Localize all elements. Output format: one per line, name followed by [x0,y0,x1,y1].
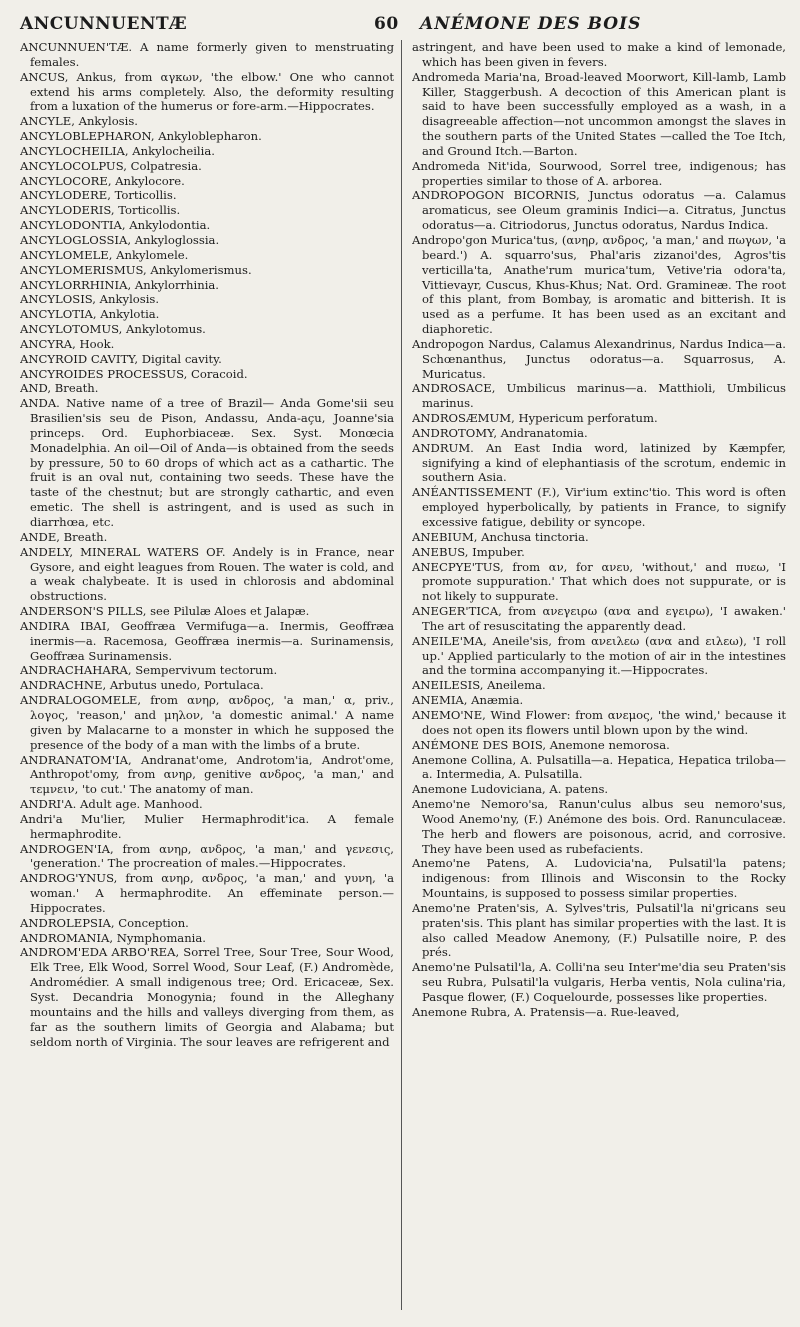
dictionary-entry: ANCUS, Ankus, from αγκων, 'the elbow.' One who cannot extend his arms completely. Also, the deformity resulting from a luxation of the humerus or fore-arm.—Hippocrates. [20,69,394,114]
dictionary-entry: ANDROLEPSIA, Conception. [20,915,189,930]
dictionary-entry: ANCYLOCOLPUS, Colpatresia. [20,158,202,173]
dictionary-entry: ANCYLOSIS, Ankylosis. [20,292,160,307]
right-column [412,40,786,1320]
dictionary-entry: Anemone Collina, A. Pulsatilla—a. Hepatica, Hepatica triloba—a. Intermedia, A. Pulsatilla. [412,752,786,782]
dictionary-entry: ANDERSON'S PILLS, see Pilulæ Aloes et Jalapæ. [20,604,310,619]
dictionary-entry: ANDROMANIA, Nymphomania. [20,930,206,945]
dictionary-entry: ANDRACHNE, Arbutus unedo, Portulaca. [20,678,264,693]
dictionary-entry: ANDROPOGON BICORNIS, Junctus odoratus —a. Calamus aromaticus, see Oleum graminis Indici—a. Citratus, Junctus odoratus—a. Citriodorus, Junctus odoratus, Nardus Indica. [412,188,786,233]
dictionary-entry: ANCYLOCHEILIA, Ankylocheilia. [20,143,215,158]
text-columns [20,40,786,1320]
dictionary-entry: ANCYLORRHINIA, Ankylorrhinia. [20,277,219,292]
dictionary-entry: ANDRUM. An East India word, latinized by Kæmpfer, signifying a kind of elephantiasis of the scrotum, endemic in southern Asia. [412,440,786,485]
dictionary-entry: ANDRANATOM'IA, Andranat'ome, Androtom'ia, Androt'ome, Anthropot'omy, from ανηρ, genitive ανδρος, 'a man,' and τεμνειν, 'to cut.' The anatomy of man. [20,752,394,797]
dictionary-entry: ANDROSÆMUM, Hypericum perforatum. [412,411,658,426]
dictionary-entry: ANCYLOGLOSSIA, Ankyloglossia. [20,232,220,247]
dictionary-entry: ANÉANTISSEMENT (F.), Vir'ium extinc'tio. This word is often employed hyperbolically, by patients in France, to signify excessive fatigue, debility or syncope. [412,485,786,529]
dictionary-entry: ANCYLOMERISMUS, Ankylomerismus. [20,262,252,277]
dictionary-entry: ANCYLOTOMUS, Ankylotomus. [20,322,206,337]
dictionary-entry: ANDROSACE, Umbilicus marinus—a. Matthioli, Umbilicus marinus. [412,381,786,411]
dictionary-entry: ANEILE'MA, Aneile'sis, from ανειλεω (ανα and ειλεω), 'I roll up.' Applied particularly to the motion of air in the intestines and the tormina accompanying it.—Hippocrates. [412,633,786,678]
dictionary-entry: ANCYLODERIS, Torticollis. [20,203,181,218]
dictionary-entry: ANEMIA, Anæmia. [412,693,524,708]
dictionary-entry: ANDA. Native name of a tree of Brazil— Anda Gome'sii seu Brasilien'sis seu de Pison, Andassu, Anda-açu, Joanne'sia princeps. Ord. Euphorbiaceæ. Sex. Syst. Monœcia Monadelphia. An oil—Oil of Anda—is obtained from the seeds by pressure, 50 to 60 drops of which act as a cathartic. The fruit is an oval nut, containing two seeds. These have the taste of the chestnut; but are strongly cathartic, and even emetic. The shell is astringent, and is used as such in diarrhœa, etc. [20,396,394,529]
dictionary-entry: ANÉMONE DES BOIS, Anemone nemorosa. [412,737,670,752]
dictionary-entry: ANEGER'TICA, from ανεγειρω (ανα and εγειρω), 'I awaken.' The art of resuscitating the apparently dead. [412,604,786,633]
left-column [20,40,394,1320]
dictionary-entry: ANDROG'YNUS, from ανηρ, ανδρος, 'a man,' and γυνη, 'a woman.' A hermaphrodite. An effeminate person.—Hippocrates. [20,871,394,915]
dictionary-entry: ANCYLOTIA, Ankylotia. [20,307,160,322]
dictionary-entry: Andromeda Maria'na, Broad-leaved Moorwort, Kill-lamb, Lamb Killer, Staggerbush. A decoction of this American plant is said to have been successfully employed as a wash, in a disagreeable affection—not uncommon amongst the slaves in the southern parts of the United States —called the Toe Itch, and Ground Itch.—Barton. [412,69,786,158]
dictionary-entry: Anemo'ne Patens, A. Ludovicia'na, Pulsatil'la patens; indigenous: from Illinois and Wisconsin to the Rocky Mountains, is supposed to possess similar properties. [412,856,786,901]
dictionary-entry: ANCYROID CAVITY, Digital cavity. [20,351,222,366]
dictionary-entry: Andromeda Nit'ida, Sourwood, Sorrel tree, indigenous; has properties similar to those of A. arborea. [412,158,786,188]
dictionary-entry: ANDELY, MINERAL WATERS OF. Andely is in France, near Gysore, and eight leagues from Rouen. The water is cold, and a weak chalybeate. It is used in chlorosis and abdominal obstructions. [20,544,394,604]
header-left-guideword: ANCUNNUENTÆ [20,14,188,34]
dictionary-entry: ANDE, Breath. [20,529,108,544]
dictionary-entry: ANDRACHAHARA, Sempervivum tectorum. [20,663,278,678]
dictionary-entry: Anemo'ne Pulsatil'la, A. Colli'na seu Inter'me'dia seu Praten'sis seu Rubra, Pulsatil'la vulgaris, Herba ventis, Nola culina'ria, Pasque flower, (F.) Coquelourde, possesses like properties. [412,960,786,1004]
dictionary-entry: ANDROM'EDA ARBO'REA, Sorrel Tree, Sour Tree, Sour Wood, Elk Tree, Elk Wood, Sorrel Wood, Sour Leaf, (F.) Andromède, Andromédier. A small indigenous tree; Ord. Ericaceæ, Sex. Syst. Decandria Monogynia; found in the Alleghany mountains and the hills and valleys diverging from them, as far as the southern limits of Georgia and Alabama; but seldom north of Virginia. The sour leaves are refrigerent and [20,945,394,1049]
dictionary-entry: ANDRALOGOMELE, from ανηρ, ανδρος, 'a man,' α, priv., λογος, 'reason,' and μηλον, 'a domestic animal.' A name given by Malacarne to a monster in which he supposed the presence of the body of a man with the limbs of a brute. [20,693,394,752]
running-header [20,10,786,42]
dictionary-entry: ANEBUS, Impuber. [412,544,525,559]
dictionary-entry: Andri'a Mu'lier, Mulier Hermaphrodit'ica. A female hermaphrodite. [20,811,394,841]
page-number: 60 [374,14,399,34]
dictionary-entry: ANEILESIS, Aneilema. [412,678,546,693]
dictionary-entry: Anemo'ne Nemoro'sa, Ranun'culus albus seu nemoro'sus, Wood Anemo'ny, (F.) Anémone des bois. Ord. Ranunculaceæ. The herb and flowers are poisonous, acrid, and corrosive. They have been used as rubefacients. [412,797,786,856]
dictionary-entry: Andropogon Nardus, Calamus Alexandrinus, Nardus Indica—a. Schœnanthus, Junctus odoratus—a. Squarrosus, A. Muricatus. [412,336,786,381]
dictionary-entry: ANCYRA, Hook. [20,336,115,351]
dictionary-entry: ANCUNNUEN'TÆ. A name formerly given to menstruating females. [20,40,394,69]
dictionary-entry: Anemone Ludoviciana, A. patens. [412,782,609,797]
dictionary-entry: ANCYLOBLEPHARON, Ankyloblepharon. [20,129,262,144]
dictionary-entry: ANDROTOMY, Andranatomia. [412,425,588,440]
dictionary-entry: ANECPYE'TUS, from αν, for ανευ, 'without,' and πυεω, 'I promote suppuration.' That which does not suppurate, or is not likely to suppurate. [412,559,786,604]
dictionary-entry: ANEBIUM, Anchusa tinctoria. [412,529,589,544]
dictionary-entry: astringent, and have been used to make a kind of lemonade, which has been given in fevers. [412,40,786,69]
dictionary-entry: ANCYLOCORE, Ankylocore. [20,173,185,188]
dictionary-entry: Andropo'gon Murica'tus, (ανηρ, ανδρος, 'a man,' and πωγων, 'a beard.') A. squarro'sus, Phal'aris zizanoi'des, Agros'tis verticilla'ta, Anathe'rum murica'tum, Vetive'ria odora'ta, Vittievayr, Cuscus, Khus-Khus; Nat. Ord. Gramineæ. The root of this plant, from Bombay, is aromatic and bitterish. It is used as a perfume. It has been used as an excitant and diaphoretic. [412,232,786,337]
dictionary-entry: ANEMO'NE, Wind Flower: from ανεμος, 'the wind,' because it does not open its flowers until blown upon by the wind. [412,707,786,737]
column-divider [401,40,402,1310]
dictionary-entry: ANCYLE, Ankylosis. [20,114,138,129]
dictionary-entry: Anemo'ne Praten'sis, A. Sylves'tris, Pulsatil'la ni'gricans seu praten'sis. This plant has similar properties with the last. It is also called Meadow Anemony, (F.) Pulsatille noire, P. des prés. [412,900,786,960]
dictionary-entry: AND, Breath. [20,381,99,396]
dictionary-entry: ANDIRA IBAI, Geoffræa Vermifuga—a. Inermis, Geoffræa inermis—a. Racemosa, Geoffræa inermis—a. Surinamensis, Geoffræa Surinamensis. [20,618,394,663]
dictionary-entry: ANCYLOMELE, Ankylomele. [20,247,189,262]
header-right-guideword: ANÉMONE DES BOIS [420,14,642,34]
dictionary-entry: Anemone Rubra, A. Pratensis—a. Rue-leaved, [412,1004,680,1019]
dictionary-entry: ANCYLODONTIA, Ankylodontia. [20,218,211,233]
dictionary-entry: ANCYLODERE, Torticollis. [20,188,177,203]
dictionary-entry: ANCYROIDES PROCESSUS, Coracoid. [20,366,248,381]
dictionary-entry: ANDRI'A. Adult age. Manhood. [20,797,203,812]
dictionary-entry: ANDROGEN'IA, from ανηρ, ανδρος, 'a man,' and γενεσις, 'generation.' The procreation of males.—Hippocrates. [20,841,394,871]
